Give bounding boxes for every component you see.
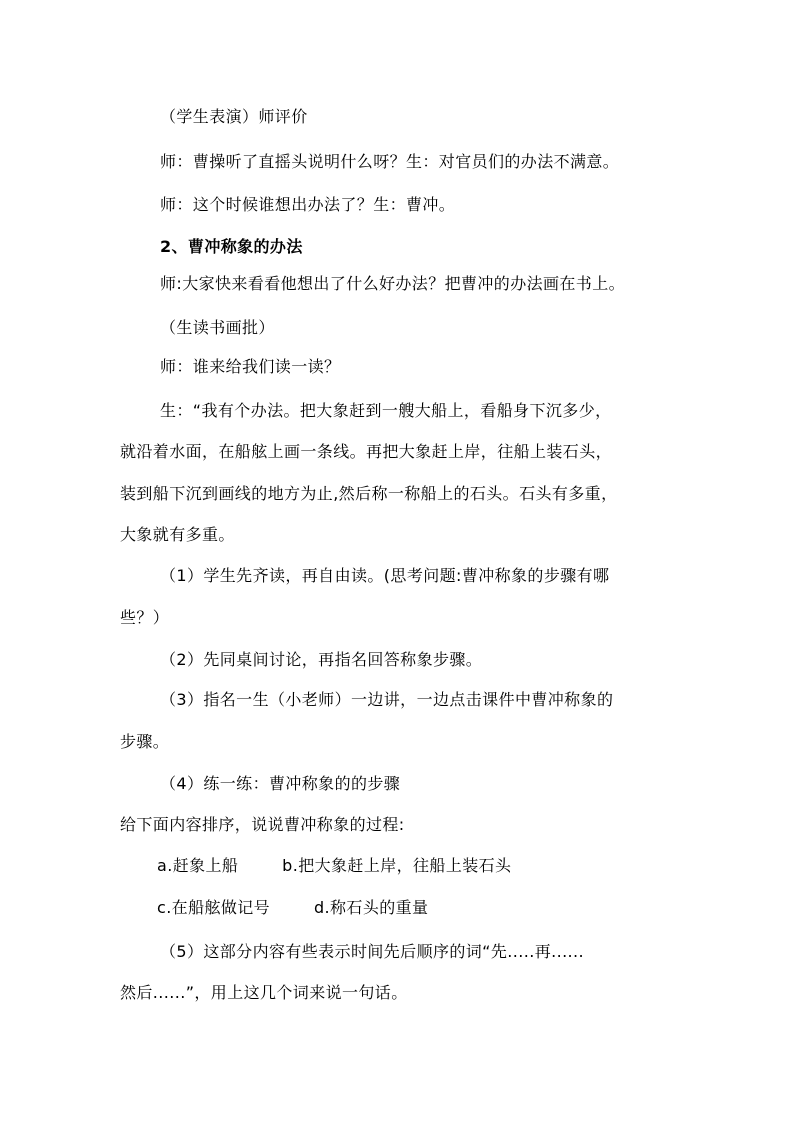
text-line: 师:大家快来看看他想出了什么好办法？把曹冲的办法画在书上。 [160,274,625,293]
section-heading: 2、曹冲称象的办法 [160,237,303,256]
exercise-options-row: c.在船舷做记号 d.称石头的重量 [157,898,429,917]
exercise-options-row: a.赶象上船 b.把大象赶上岸，往船上装石头 [157,856,512,875]
text-line: 生：“我有个办法。把大象赶到一艘大船上，看船身下沉多少， [160,401,612,420]
text-line: （4）练一练：曹冲称象的的步骤 [160,774,401,793]
text-line: （学生表演）师评价 [160,107,308,126]
text-line: 大象就有多重。 [120,525,235,544]
text-line: 师：曹操听了直摇头说明什么呀？生：对官员们的办法不满意。 [160,152,620,171]
text-line: 给下面内容排序，说说曹冲称象的过程: [120,815,405,834]
text-line: （生读书画批） [160,318,275,337]
text-line: 装到船下沉到画线的地方为止,然后称一称船上的石头。石头有多重， [120,484,618,503]
text-line: 就沿着水面，在船舷上画一条线。再把大象赶上岸，往船上装石头， [120,442,613,461]
text-line: 步骤。 [120,732,170,751]
text-line: （3）指名一生（小老师）一边讲，一边点击课件中曹冲称象的 [160,690,614,709]
text-line: 然后......”，用上这几个词来说一句话。 [120,983,408,1002]
text-line: 师：这个时候谁想出办法了？生：曹冲。 [160,195,456,214]
text-line: 些？） [120,608,170,627]
text-line: 师：谁来给我们读一读？ [160,357,341,376]
text-line: （2）先同桌间讨论，再指名回答称象步骤。 [160,650,483,669]
text-line: （5）这部分内容有些表示时间先后顺序的词“先.....再...... [160,942,585,961]
text-line: （1）学生先齐读，再自由读。(思考问题:曹冲称象的步骤有哪 [160,566,610,585]
